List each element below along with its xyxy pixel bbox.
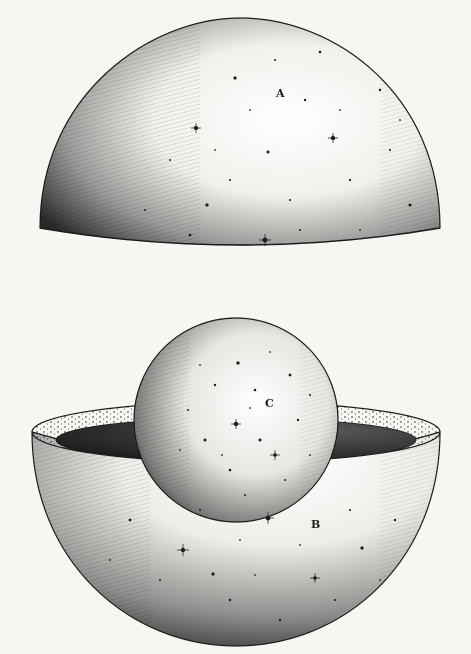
- label-c: C: [265, 397, 274, 410]
- upper-hemisphere: [30, 10, 450, 270]
- label-a: A: [276, 87, 285, 100]
- lower-hemisphere: [20, 315, 450, 650]
- label-b: B: [311, 518, 321, 531]
